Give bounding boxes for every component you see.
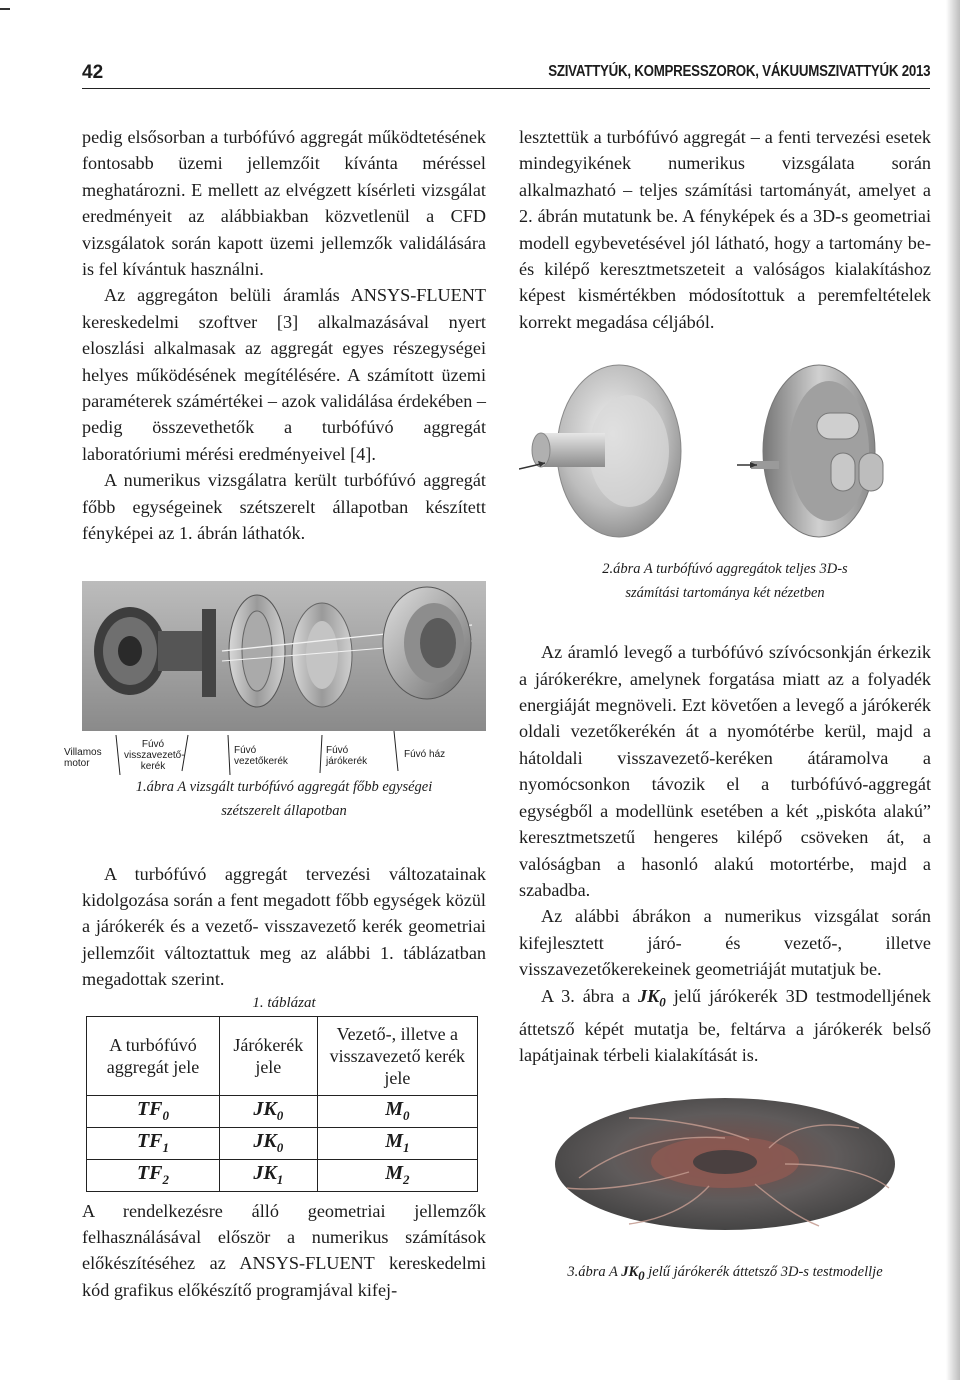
page-edge-shadow	[946, 0, 960, 1380]
table-header-row	[87, 1016, 478, 1095]
figure-1	[64, 581, 486, 823]
table-header-guide: Vezető-, illetve a visszavezető kerék jele	[317, 1016, 477, 1095]
paragraph-left-4: A turbófúvó aggregát tervezési változatainak kidolgozása során a fent megadott főbb egységek közül a járókerék és a vezető- visszavezető kerék geometriai jellemzőit változtattuk meg az alábbi 1. táblázatban megadottak szerint.	[82, 863, 486, 990]
figure-2-caption-line2: számítási tartománya két nézetben	[625, 585, 825, 602]
table-1-title: 1. táblázat	[252, 994, 316, 1011]
fig1-label-impeller: Fúvó járókerék	[326, 744, 368, 767]
fig1-leader-lines	[64, 731, 494, 781]
paragraph-right-4: A 3. ábra a $JK_0$ jelű járókerék 3D testmodelljének áttetsző képét mutatja be, feltárva a járókerék belső lapátjainak térbeli kialakítását is.	[519, 985, 932, 1065]
table-cell: $TF_2$	[87, 1159, 220, 1191]
left-column	[64, 124, 486, 1303]
table-cell: $M_2$	[317, 1159, 477, 1191]
paragraph-left-1: pedig elsősorban a turbófúvó aggregát működtetésének fontosabb üzemi jellemzőit kívánta méréssel meghatározni. E mellett az elvégzett kísérleti vizsgálat eredményeit az alábbiakban közvetlenül a CFD vizsgálatok során kapott üzemi jellemzők validálására is fel kívántuk használni.	[82, 127, 486, 280]
running-title: SZIVATTYÚK, KOMPRESSZOROK, VÁKUUMSZIVATTYÚK 2013	[547, 63, 930, 80]
fig1-label-motor: Villamos motor	[64, 746, 102, 769]
table-cell: $JK_0$	[219, 1127, 317, 1159]
table-row	[87, 1159, 478, 1191]
table-header-impeller: Járókerék jele	[219, 1016, 317, 1095]
page-header	[82, 58, 930, 89]
page-number: 42	[82, 62, 104, 83]
table-cell: $M_1$	[317, 1127, 477, 1159]
paragraph-left-2: Az aggregáton belüli áramlás ANSYS-FLUENT kereskedelmi szoftver [3] alkalmazásával nyert eloszlási alkalmasak az aggregát egyes részegységei helyes működésének megítélésére. A számított üzemi paraméterek számértékei – azok validálása érdekében – pedig összevethetők a turbófúvó aggregát laboratóriumi mérési eredményeivel [4].	[82, 285, 486, 464]
paragraph-left-3: A numerikus vizsgálatra került turbófúvó aggregát főbb egységeinek szétszerelt állapotban készített fényképei az 1. ábrán láthatók.	[82, 470, 486, 544]
table-row	[87, 1127, 478, 1159]
fig1-label-return-wheel: Fúvó visszavezető-kerék	[124, 738, 185, 772]
paragraph-left-5: A rendelkezésre álló geometriai jellemzők felhasználásával először a numerikus számítások előkészítéséhez az ANSYS-FLUENT kereskedelmi kód grafikus előkészítő programjával kifej-	[82, 1200, 486, 1300]
right-column	[519, 124, 931, 1288]
paragraph-right-3: Az alábbi ábrákon a numerikus vizsgálat során kifejlesztett járó- és vezető-, illetve visszavezetőkerekeinek geometriáját mutatjuk be.	[519, 906, 931, 980]
table-cell: $TF_0$	[87, 1095, 220, 1127]
table-row	[87, 1095, 478, 1127]
table-cell: $JK_0$	[219, 1095, 317, 1127]
table-cell: $M_0$	[317, 1095, 477, 1127]
figure-1-caption	[82, 775, 486, 823]
table-header-aggregate: A turbófúvó aggregát jele	[87, 1016, 220, 1095]
figure-3-caption: 3.ábra A $JK_0$ jelű járókerék áttetsző 3D-s testmodellje	[567, 1264, 883, 1284]
table-cell: $TF_1$	[87, 1127, 220, 1159]
fig1-label-guide-wheel: Fúvó vezetőkerék	[234, 744, 288, 767]
figure-1-labels	[64, 731, 494, 781]
paragraph-right-1: lesztettük a turbófúvó aggregát – a fenti tervezési esetek mindegyikének numerikus vizsgálata során alkalmazható – teljes számítási tartományát, amelyet a 2. ábrán mutatunk be. A fényképek és a 3D-s geometriai modell egybevetésével jól látható, hogy a tartomány be- és kilépő keresztmetszeteit a valóságos kialakításhoz képest kismértékben módosítottuk a peremfeltételek korrekt megadása céljából.	[519, 127, 931, 332]
figure-3-impeller-render	[519, 1088, 931, 1248]
table-1	[86, 1016, 478, 1192]
figure-1-caption-line1: 1.ábra A vizsgált turbófúvó aggregát főbb egységei	[135, 778, 433, 795]
figure-1-caption-line2: szétszerelt állapotban	[221, 802, 347, 819]
figure-1-photo	[82, 581, 486, 731]
figure-2-caption	[519, 557, 931, 605]
figure-2	[519, 353, 931, 617]
scan-corner-mark	[0, 8, 10, 10]
table-cell: $JK_1$	[219, 1159, 317, 1191]
figure-2-caption-line1: 2.ábra A turbófúvó aggregátok teljes 3D-s	[602, 561, 848, 578]
figure-3	[519, 1088, 931, 1288]
fig1-label-housing: Fúvó ház	[404, 748, 446, 760]
figure-2-render	[519, 353, 931, 549]
paragraph-right-2: Az áramló levegő a turbófúvó szívócsonkján érkezik a járókerékre, amelynek forgatása miatt az a folyadék energiáját megnöveli. Ezt követően a levegő a járókerék oldali vezetőkerékén át a nyomótérbe kerül, majd a hátoldali visszavezető-keréken átáramolva a nyomócsonkon távozik el a turbófúvó-aggregát egységből a modellünk esetében a két „piskóta alakú” keresztmetszetű hengeres kilépő csöveken át, a valóságban a hasonló alakú motortérbe, majd a szabadba.	[519, 642, 931, 900]
